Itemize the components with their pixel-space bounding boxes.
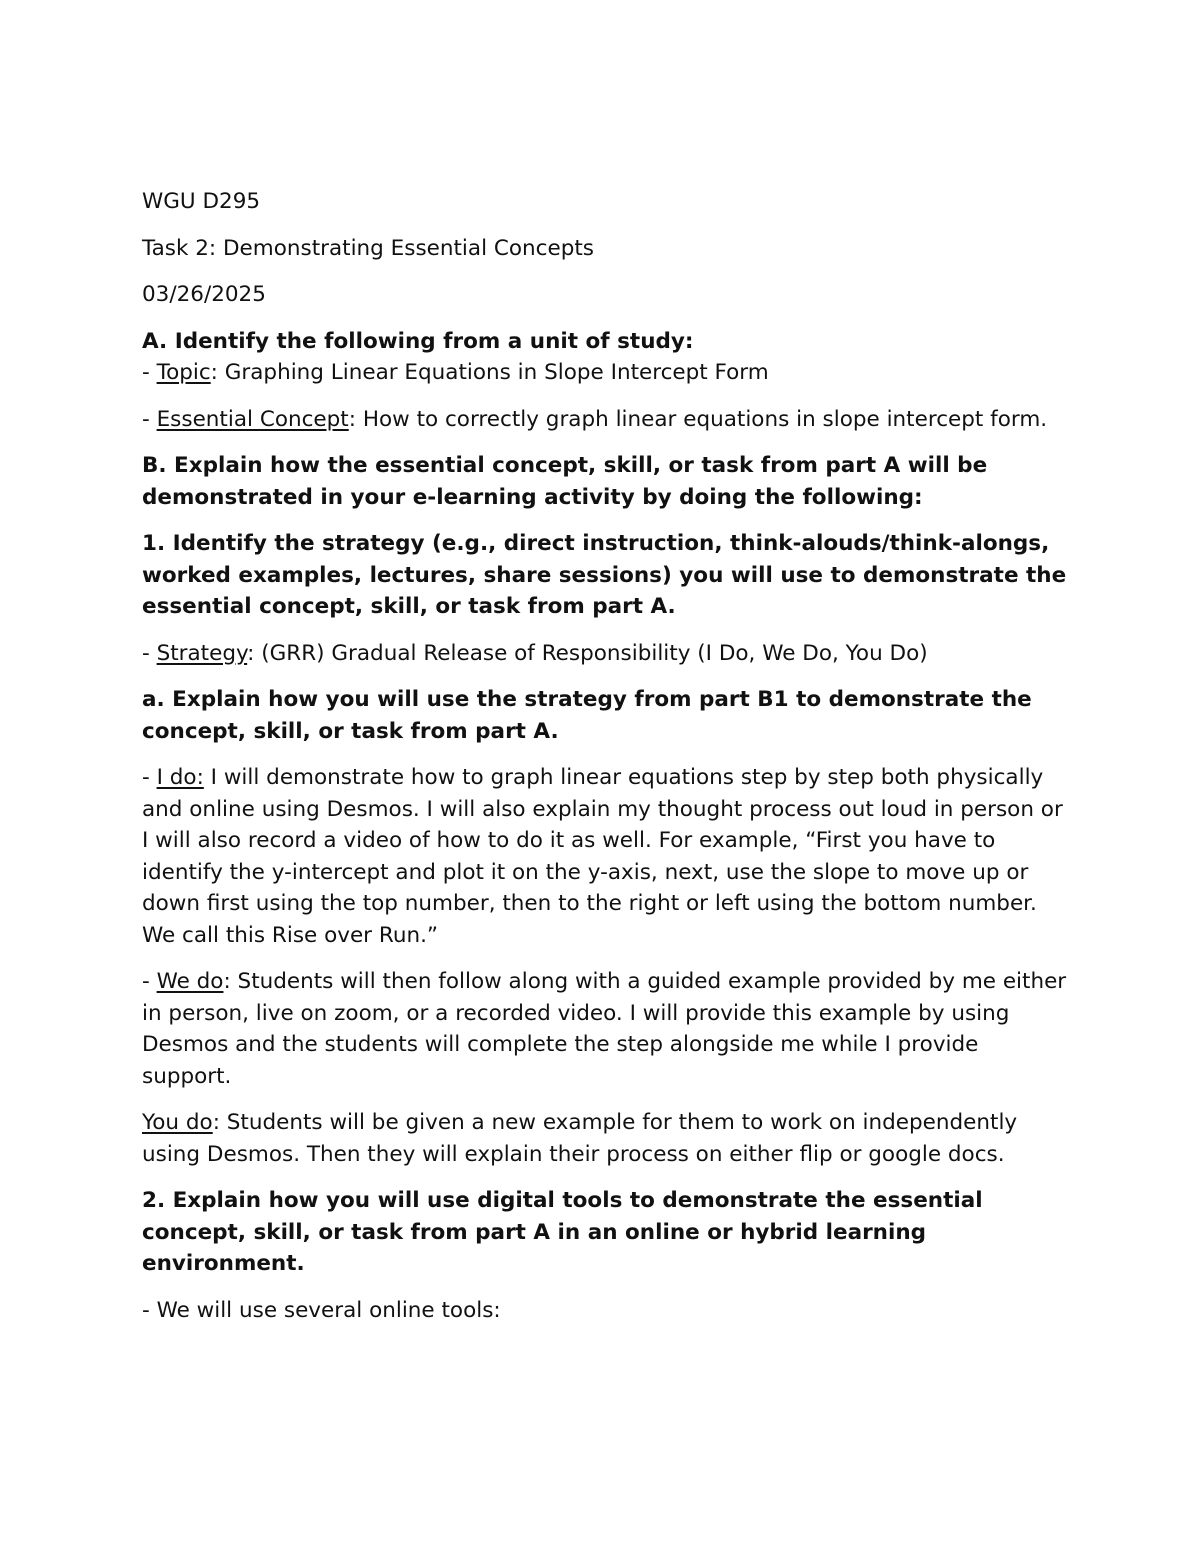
essential-concept-line [142, 404, 1072, 436]
i-do-paragraph [142, 762, 1072, 951]
section-a-heading: A. Identify the following from a unit of study: [142, 328, 694, 354]
you-do-label: You do [142, 1110, 213, 1135]
concept-label: Essential Concept [156, 406, 349, 432]
i-do-prefix: - [142, 765, 157, 790]
course-code: WGU D295 [142, 189, 261, 214]
strategy-prefix: - [142, 640, 157, 666]
question-a-heading: a. Explain how you will use the strategy from part B1 to demonstrate the concept, skill, or task from part A. [142, 687, 1032, 744]
you-do-text: : Students will be given a new example for them to work on independently using Desmos. Then they will explain their process on either flip or google docs. [142, 1110, 1018, 1167]
topic-text: : Graphing Linear Equations in Slope Intercept Form [210, 360, 769, 385]
topic-label: Topic [156, 360, 211, 385]
strategy-label: Strategy [156, 640, 248, 666]
concept-text: : How to correctly graph linear equations in slope intercept form. [348, 406, 1048, 432]
we-do-paragraph [142, 966, 1072, 1092]
section-b-heading: B. Explain how the essential concept, skill, or task from part A will be demonstrated in your e-learning activity by doing the following: [142, 453, 988, 510]
i-do-text: I will demonstrate how to graph linear equations step by step both physically and online using Desmos. I will also explain my thought process out loud in person or I will also record a video of how to do it as well. For example, “First you have to identify the y-intercept and plot it on the y-axis, next, use the slope to move up or down first using the top number, then to the right or left using the bottom number. We call this Rise over Run.” [142, 765, 1063, 948]
we-do-text: : Students will then follow along with a guided example provided by me either in person, live on zoom, or a recorded video. I will provide this example by using Desmos and the students will complete the step alongside me while I provide support. [142, 969, 1067, 1089]
topic-prefix: - [142, 360, 157, 385]
topic-line [142, 357, 1072, 389]
concept-prefix: - [142, 406, 157, 432]
document-date: 03/26/2025 [142, 282, 266, 307]
tools-line: - We will use several online tools: [142, 1297, 501, 1323]
strategy-line [142, 638, 1072, 670]
i-do-label: I do: [156, 765, 204, 790]
document-page [142, 186, 1072, 1341]
task-title: Task 2: Demonstrating Essential Concepts [142, 235, 595, 261]
we-do-label: We do [156, 969, 224, 994]
strategy-text: : (GRR) Gradual Release of Responsibility (I Do, We Do, You Do) [247, 640, 928, 666]
you-do-paragraph [142, 1107, 1072, 1170]
question-2-heading: 2. Explain how you will use digital tools to demonstrate the essential concept, skill, or task from part A in an online or hybrid learning environment. [142, 1188, 983, 1276]
we-do-prefix: - [142, 969, 157, 994]
question-1-heading: 1. Identify the strategy (e.g., direct instruction, think-alouds/think-alongs, worked examples, lectures, share sessions) you will use to demonstrate the essential concept, skill, or task from part A. [142, 531, 1067, 619]
